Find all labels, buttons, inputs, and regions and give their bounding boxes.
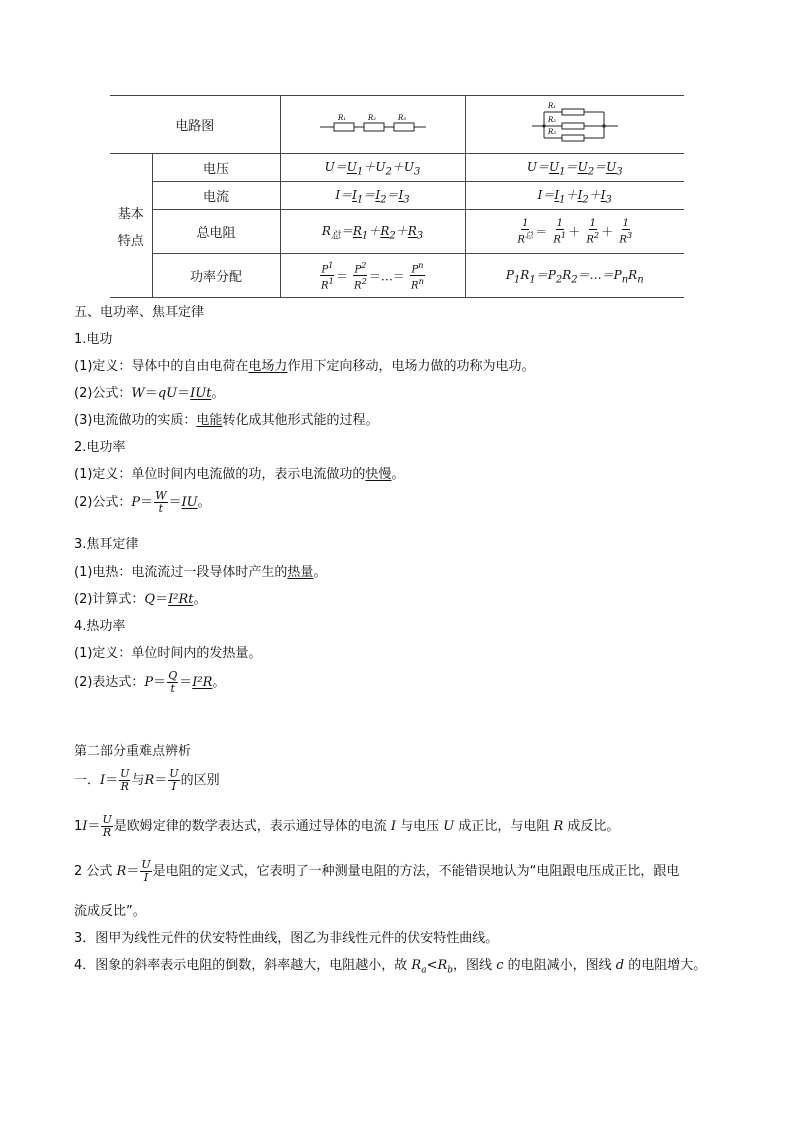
series-resistance: $R_总=R_1+R_2+R_3$ (280, 210, 465, 254)
series-circuit-icon (318, 111, 428, 135)
series-current: $I=I_1=I_2=I_3$ (280, 182, 465, 210)
svg-text:R₁: R₁ (337, 113, 346, 122)
parallel-current: $I=I_1+I_2+I_3$ (465, 182, 684, 210)
text-line: 3．图甲为线性元件的伏安特性曲线，图乙为非线性元件的伏安特性曲线。 (74, 931, 499, 946)
subheading-heat-power: 4.热功率 (74, 619, 126, 634)
svg-text:R₃: R₃ (547, 127, 556, 136)
text-line: (2)公式：W＝qU＝IUt。 (74, 386, 225, 401)
text-line: 1I＝ $\frac{U}{R}$ 是欧姆定律的数学表达式，表示通过导体的电流 I 与电压 U 成正比，与电阻 R 成反比。 (74, 813, 620, 839)
section-heading: 五、电功率、焦耳定律 (74, 305, 205, 320)
row-label-power: 功率分配 (152, 254, 280, 298)
parallel-voltage: $U=U_1=U_2=U_3$ (465, 154, 684, 182)
table-row (110, 182, 684, 210)
series-voltage: $U=U_1+U_2+U_3$ (280, 154, 465, 182)
svg-text:R₂: R₂ (367, 113, 376, 122)
text-line: 4．图象的斜率表示电阻的倒数，斜率越大，电阻越小，故 $R_a<R_b$，图线 c 的电阻减小，图线 d 的电阻增大。 (74, 958, 707, 976)
text-line: (3)电流做功的实质：电能转化成其他形式能的过程。 (74, 413, 379, 428)
table-row (110, 96, 684, 154)
text-line: 2 公式 R＝ $\frac{U}{I}$ 是电阻的定义式，它表明了一种测量电阻的方法，不能错误地认为“电阻跟电压成正比，跟电 (74, 858, 680, 884)
row-label-current: 电流 (152, 182, 280, 210)
text-line: (2)计算式：Q＝I²Rt。 (74, 592, 207, 607)
series-power: $\frac{P^1}{R^1}$ ＝ $\frac{P^2}{R^2}$ ＝…＝ $\frac{P^n}{R^n}$ (280, 254, 465, 298)
text-line: (1)定义：单位时间内的发热量。 (74, 646, 262, 661)
text-line: (1)定义：导体中的自由电荷在电场力作用下定向移动，电场力做的功称为电功。 (74, 359, 535, 374)
row-label-circuit: 电路图 (110, 96, 280, 154)
svg-text:R₁: R₁ (547, 101, 556, 110)
table-row (110, 154, 684, 182)
text-line: 流成反比”。 (74, 904, 146, 919)
group-label: 基本 特点 (110, 154, 152, 298)
circuit-comparison-table (110, 95, 684, 298)
text-line: (2)公式：P＝ $\frac{W}{t}$ ＝IU。 (74, 489, 211, 515)
part-heading: 第二部分重难点辨析 (74, 744, 192, 759)
table-row (110, 254, 684, 298)
subheading-joule: 3.焦耳定律 (74, 537, 139, 552)
subheading-power: 2.电功率 (74, 440, 126, 455)
row-label-voltage: 电压 (152, 154, 280, 182)
row-label-total-resistance: 总电阻 (152, 210, 280, 254)
text-line: (2)表达式：P＝ $\frac{Q}{t}$ ＝I²R。 (74, 669, 226, 695)
series-circuit-diagram (280, 96, 465, 154)
text-line: (1)定义：单位时间内电流做的功，表示电流做功的快慢。 (74, 467, 405, 482)
sub-heading: 一．I＝ $\frac{U}{R}$ 与R＝ $\frac{U}{I}$ 的区别 (74, 767, 220, 793)
parallel-circuit-icon (530, 100, 620, 146)
parallel-circuit-diagram (465, 96, 684, 154)
text-line: (1)电热：电流流过一段导体时产生的热量。 (74, 565, 327, 580)
parallel-power: $P_1R_1=P_2R_2=\dots=P_nR_n$ (465, 254, 684, 298)
parallel-resistance: $\frac{1}{R^总}$ ＝ $\frac{1}{R^1}$ ＋ $\frac{1}{R^2}$ ＋ $\frac{1}{R^3}$ (465, 210, 684, 254)
svg-text:R₂: R₂ (547, 115, 556, 124)
svg-text:R₃: R₃ (397, 113, 406, 122)
table-row (110, 210, 684, 254)
subheading-work: 1.电功 (74, 332, 113, 347)
